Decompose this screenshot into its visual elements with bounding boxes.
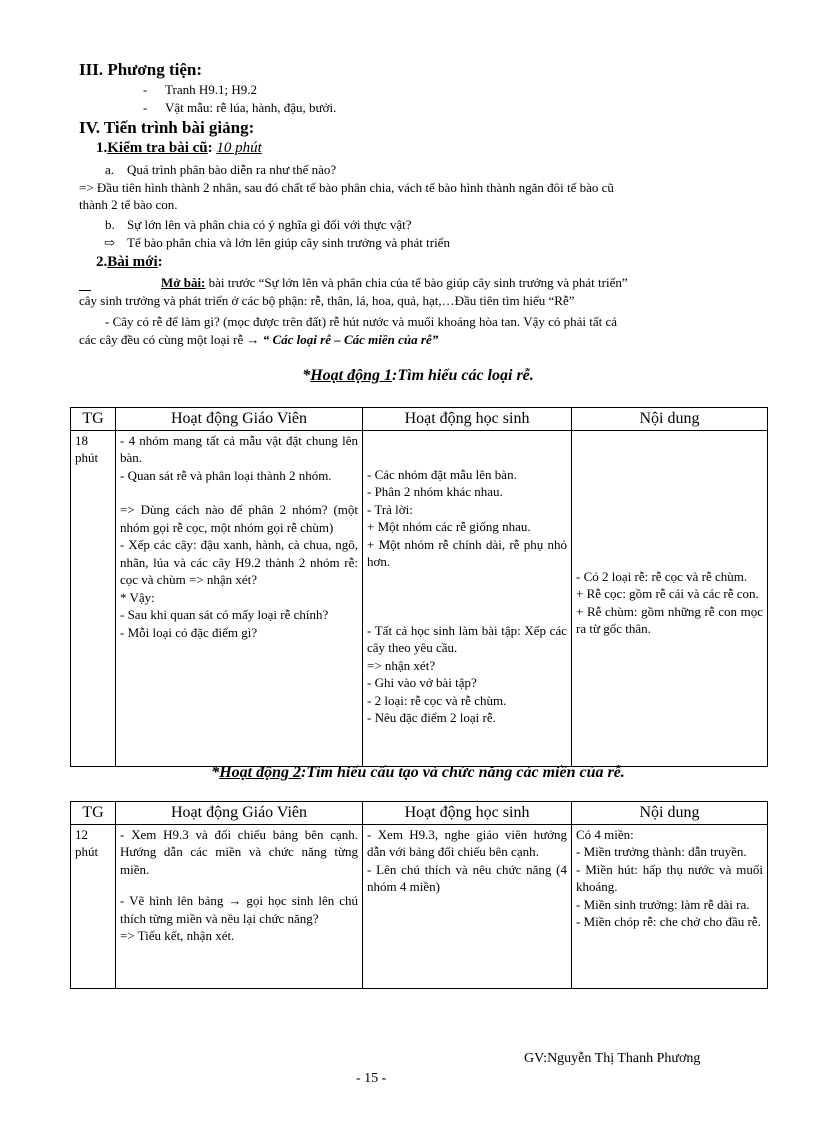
header-tg: TG <box>71 802 116 825</box>
activity-1-table <box>70 407 768 767</box>
table-row <box>71 824 768 988</box>
student-cell <box>363 824 572 988</box>
activity-2-title <box>70 764 766 782</box>
question-a-label: a. <box>105 162 115 177</box>
intro-topic: “ Các loại rễ – Các miền của rễ” <box>262 332 439 347</box>
section-4-title: IV. Tiến trình bài giảng: <box>79 118 255 137</box>
content-item: Có 4 miền: <box>576 826 634 842</box>
teacher-step-text: - Vẽ hình lên bảng <box>120 893 224 908</box>
activity-1-prefix: * <box>302 367 311 384</box>
activity-1-rest: :Tìm hiểu các loại rễ. <box>392 367 534 384</box>
content-item: - Miền sinh trưởng: làm rễ dài ra. <box>576 896 750 912</box>
teacher-step: * Vậy: <box>120 589 155 605</box>
section-3-item-1: Tranh H9.1; H9.2 <box>165 82 257 97</box>
time-unit: phút <box>75 450 99 465</box>
content-cell <box>572 430 768 766</box>
header-student: Hoạt động học sinh <box>363 802 572 825</box>
student-cell <box>363 430 572 766</box>
student-step: + Một nhóm rễ chính dài, rễ phụ nhỏ hơn. <box>367 536 567 569</box>
header-student: Hoạt động học sinh <box>363 408 572 431</box>
underline-mark <box>79 290 91 291</box>
arrow-icon: ⇨ <box>104 235 115 250</box>
intro-line-3: - Cây có rễ để làm gì? (mọc được trên đất) rễ hút nước và muối khoáng hòa tan. Vậy có phải tất cả <box>105 314 618 329</box>
intro-label: Mở bài: <box>161 275 206 290</box>
header-content: Nội dung <box>572 408 768 431</box>
content-cell <box>572 824 768 988</box>
header-teacher: Hoạt động Giáo Viên <box>116 408 363 431</box>
header-content: Nội dung <box>572 802 768 825</box>
bullet-dash: - <box>143 82 148 97</box>
content-item: + Rễ chùm: gồm những rễ con mọc ra từ gốc thân. <box>576 603 763 636</box>
content-item: + Rễ cọc: gồm rễ cái và các rễ con. <box>576 586 759 601</box>
intro-line-2: cây sinh trưởng và phát triển ở các bộ phận: rễ, thân, lá, hoa, quả, hạt,…Đầu tiên tìm hiểu “Rễ” <box>79 293 575 308</box>
teacher-step: - Mỗi loại có đặc điểm gì? <box>120 624 258 640</box>
time-cell <box>71 824 116 988</box>
content-item: - Miền chóp rễ: che chở cho đầu rễ. <box>576 914 761 929</box>
time-value: 12 <box>75 826 88 842</box>
time-unit: phút <box>75 844 99 859</box>
activity-1-title <box>70 367 766 385</box>
time-cell <box>71 430 116 766</box>
activity-2-rest: :Tìm hiểu cấu tạo và chức năng các miền của rễ. <box>301 764 625 781</box>
table-row <box>71 430 768 766</box>
teacher-step: - Quan sát rễ và phân loại thành 2 nhóm. <box>120 467 332 483</box>
activity-2-table <box>70 801 768 989</box>
teacher-step: - 4 nhóm mang tất cả mẫu vật đặt chung lên bàn. <box>120 432 358 465</box>
intro-text-1: bài trước “Sự lớn lên và phân chia của tế bào giúp cây sinh trưởng và phát triển” <box>208 275 628 290</box>
student-step: - Xem H9.3, nghe giáo viên hướng dẫn với bảng đối chiếu bên cạnh. <box>367 826 567 859</box>
new-lesson-label: Bài mới <box>107 254 158 270</box>
content-item: - Miền trưởng thành: dẫn truyền. <box>576 844 747 859</box>
new-lesson-heading <box>96 254 163 271</box>
bullet-dash: - <box>143 100 148 115</box>
time-value: 18 <box>75 432 88 448</box>
student-step: - Lên chú thích và nêu chức năng (4 nhóm 4 miền) <box>367 861 567 894</box>
teacher-step: => Dùng cách nào để phân 2 nhóm? (một nhóm gọi rễ cọc, một nhóm gọi rễ chùm) <box>120 502 358 535</box>
table-header-row <box>71 802 768 825</box>
intro-text-4a: các cây đều có cùng một loại rễ <box>79 332 244 347</box>
section-3-item-2: Vật mẫu: rễ lúa, hành, đậu, bưởi. <box>165 100 337 115</box>
teacher-step-text: gọi học sinh lên chú thích từng miền và nêu lại chức năng? <box>120 893 358 926</box>
activity-2-label: Hoạt động 2 <box>219 764 301 781</box>
check-colon: : <box>207 140 213 156</box>
teacher-step: - Xếp các cây: đậu xanh, hành, cà chua, ngô, nhãn, lúa và các cây H9.2 thành 2 nhóm rễ: cọc và chùm => nhận xét? <box>120 537 358 587</box>
answer-b: Tế bào phân chia và lớn lên giúp cây sinh trưởng và phát triển <box>127 235 450 250</box>
content-item: - Có 2 loại rễ: rễ cọc và rễ chùm. <box>576 568 748 584</box>
section-3-title: III. Phương tiện: <box>79 60 203 79</box>
question-a: Quá trình phân bào diễn ra như thế nào? <box>127 162 337 177</box>
teacher-cell <box>116 824 363 988</box>
student-step: - Nêu đặc điểm 2 loại rễ. <box>367 710 496 725</box>
student-step: - Phân 2 nhóm khác nhau. <box>367 484 503 499</box>
student-step: + Một nhóm các rễ giống nhau. <box>367 519 531 534</box>
teacher-cell <box>116 430 363 766</box>
student-step: - Trả lời: <box>367 501 413 517</box>
answer-a-line-1: => Đầu tiên hình thành 2 nhân, sau đó chất tế bào phân chia, vách tế bào hình thành ngăn đôi tế bào cũ <box>79 180 614 195</box>
table-header-row <box>71 408 768 431</box>
student-step: - Tất cả học sinh làm bài tập: Xếp các cây theo yêu cầu. <box>367 622 567 655</box>
student-step: - 2 loại: rễ cọc và rễ chùm. <box>367 692 507 708</box>
intro-line-4 <box>79 331 438 348</box>
content-item: - Miền hút: hấp thụ nước và muối khoáng. <box>576 861 763 894</box>
arrow-right-icon: → <box>246 332 260 347</box>
student-step: - Các nhóm đặt mẫu lên bàn. <box>367 466 517 482</box>
new-lesson-num: 2. <box>96 254 108 270</box>
teacher-step-draw <box>120 892 358 927</box>
new-lesson-colon: : <box>157 254 163 270</box>
check-label: Kiểm tra bài cũ <box>107 140 208 156</box>
page-number: - 15 - <box>356 1071 387 1086</box>
activity-1-label: Hoạt động 1 <box>310 367 393 384</box>
question-b-label: b. <box>105 217 115 232</box>
teacher-step: - Xem H9.3 và đối chiếu bảng bên cạnh. Hướng dẫn các miền và chức năng từng miền. <box>120 826 358 877</box>
teacher-step: => Tiểu kết, nhận xét. <box>120 928 235 943</box>
header-tg: TG <box>71 408 116 431</box>
intro-line-1 <box>161 274 628 291</box>
answer-a-line-2: thành 2 tế bào con. <box>79 197 178 212</box>
activity-2-prefix: * <box>211 764 220 781</box>
check-time: 10 phút <box>216 140 262 156</box>
question-b: Sự lớn lên và phân chia có ý nghĩa gì đối với thực vật? <box>127 217 412 232</box>
arrow-right-icon: → <box>228 893 242 908</box>
header-teacher: Hoạt động Giáo Viên <box>116 802 363 825</box>
check-num: 1. <box>96 140 108 156</box>
check-heading <box>96 140 262 157</box>
author-signature: GV:Nguyễn Thị Thanh Phương <box>524 1051 701 1066</box>
teacher-step: - Sau khi quan sát có mấy loại rễ chính? <box>120 607 329 622</box>
student-step: - Ghi vào vở bài tập? <box>367 675 477 690</box>
student-step: => nhận xét? <box>367 657 436 673</box>
